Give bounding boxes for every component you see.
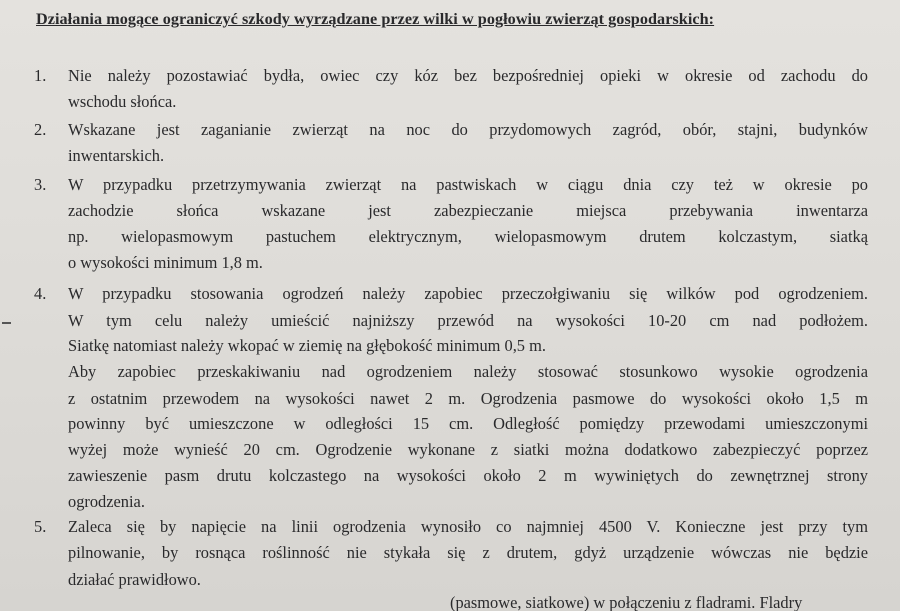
- cutoff-line: (pasmowe, siatkowe) w połączeniu z fladrami. Fladry: [450, 593, 803, 611]
- item-5-number: 5.: [34, 517, 47, 536]
- item-3-line-1: W przypadku przetrzymywania zwierząt na pastwiskach w ciągu dnia czy też w okresie po: [68, 175, 868, 194]
- item-3-line-4: o wysokości minimum 1,8 m.: [68, 253, 263, 272]
- item-4-line-8: zawieszenie pasm drutu kolczastego na wysokości około 2 m wywiniętych do zewnętrznej strony: [68, 466, 868, 485]
- item-5-line-2: pilnowanie, by rosnąca roślinność nie stykała się z drutem, gdyż urządzenie wówczas nie będzie: [68, 543, 868, 562]
- item-4-line-6: powinny być umieszczone w odległości 15 cm. Odległość pomiędzy przewodami umieszczonymi: [68, 414, 868, 433]
- item-4-line-7: wyżej może wynieść 20 cm. Ogrodzenie wykonane z siatki można dodatkowo zabezpieczyć poprzez: [68, 440, 868, 459]
- item-1-number: 1.: [34, 66, 47, 85]
- margin-dash-mark: [2, 322, 11, 324]
- item-5-line-1: Zaleca się by napięcie na linii ogrodzenia wynosiło co najmniej 4500 V. Konieczne jest przy tym: [68, 517, 868, 536]
- item-5-line-3: działać prawidłowo.: [68, 570, 201, 589]
- item-4-line-3: Siatkę natomiast należy wkopać w ziemię na głębokość minimum 0,5 m.: [68, 336, 546, 355]
- item-3-line-3: np. wielopasmowym pastuchem elektrycznym, wielopasmowym drutem kolczastym, siatką: [68, 227, 868, 246]
- document-title: Działania mogące ograniczyć szkody wyrządzane przez wilki w pogłowiu zwierząt gospodarskich:: [36, 10, 715, 28]
- item-4-line-9: ogrodzenia.: [68, 492, 145, 511]
- item-2-line-1: Wskazane jest zaganianie zwierząt na noc do przydomowych zagród, obór, stajni, budynków: [68, 120, 868, 139]
- item-4-line-1: W przypadku stosowania ogrodzeń należy zapobiec przeczołgiwaniu się wilków pod ogrodzeniem.: [68, 284, 868, 303]
- item-1-line-2: wschodu słońca.: [68, 92, 177, 111]
- item-2-number: 2.: [34, 120, 47, 139]
- item-4-line-2: W tym celu należy umieścić najniższy przewód na wysokości 10-20 cm nad podłożem.: [68, 311, 868, 330]
- item-4-line-5: z ostatnim przewodem na wysokości nawet 2 m. Ogrodzenia pasmowe do wysokości około 1,5 m: [68, 389, 868, 408]
- item-3-number: 3.: [34, 175, 47, 194]
- item-2-line-2: inwentarskich.: [68, 146, 165, 165]
- item-3-line-2: zachodzie słońca wskazane jest zabezpieczanie miejsca przebywania inwentarza: [68, 201, 868, 220]
- item-4-line-4: Aby zapobiec przeskakiwaniu nad ogrodzeniem należy stosować stosunkowo wysokie ogrodzenia: [68, 362, 868, 381]
- item-1-line-1: Nie należy pozostawiać bydła, owiec czy kóz bez bezpośredniej opieki w okresie od zachodu do: [68, 66, 868, 85]
- item-4-number: 4.: [34, 284, 47, 303]
